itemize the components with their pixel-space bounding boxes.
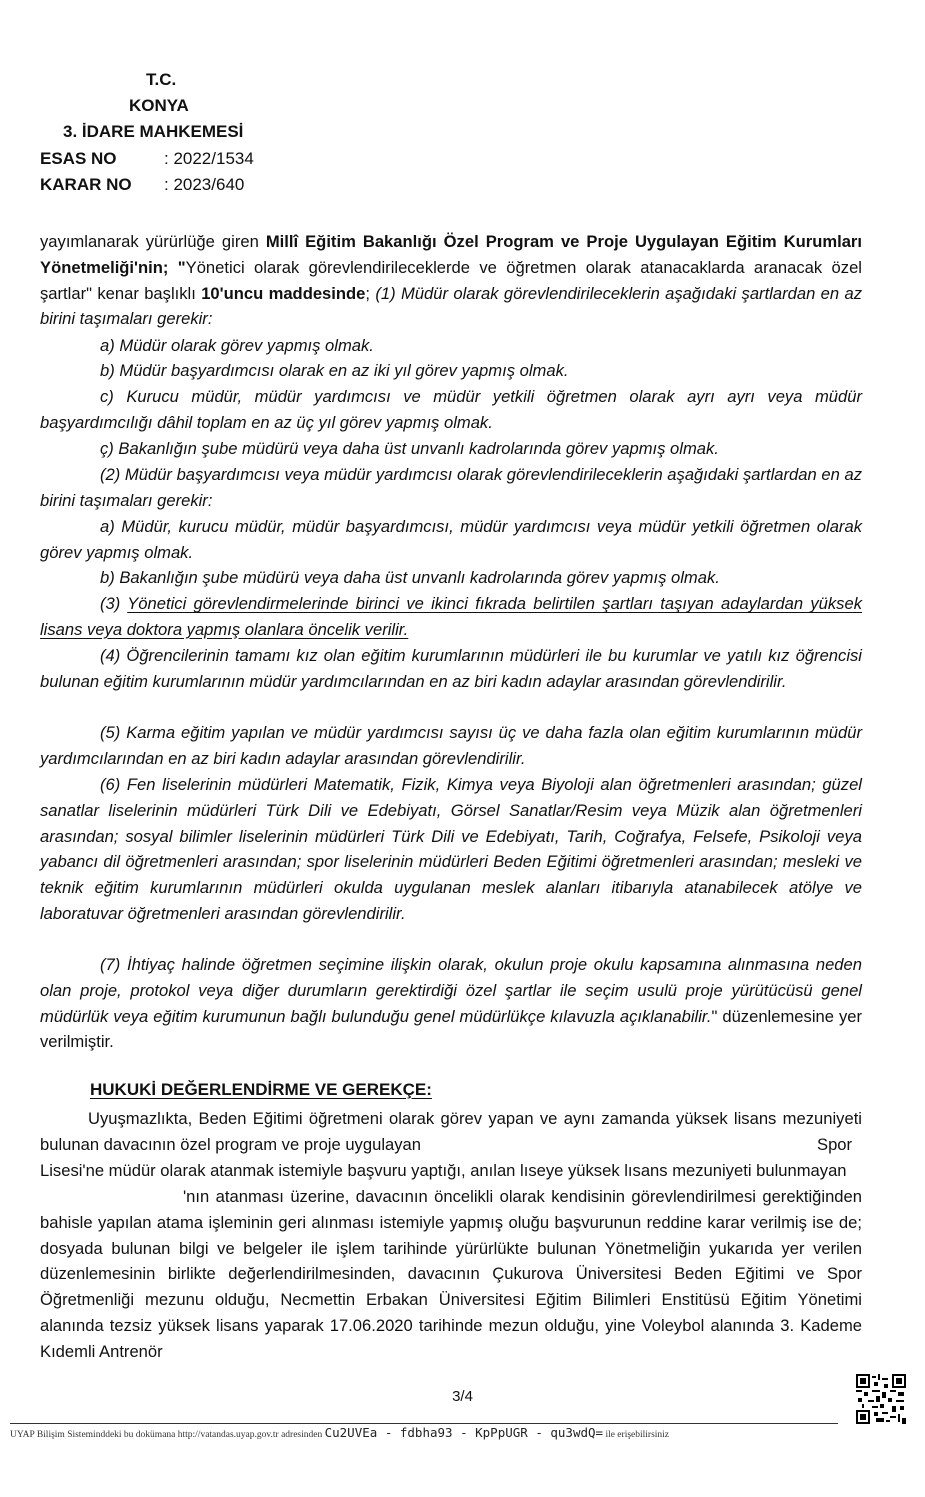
footer-divider: [10, 1423, 838, 1424]
karar-label: KARAR NO: [40, 175, 132, 194]
footer-text: UYAP Bilişim Sisteminddeki bu dokümana http://vatandas.uyap.gov.tr adresinden: [10, 1430, 323, 1440]
paragraph-3: (3) Yönetici görevlendirmelerinde birinci ve ikinci fıkrada belirtilen şartları taşıyan adaylardan yüksek lisans veya doktora yapmış olanlara öncelik verilir.: [40, 594, 862, 639]
paragraph-6: (6) Fen liselerinin müdürleri Matematik, Fizik, Kimya veya Biyoloji alan öğretmenleri arasından; güzel sanatlar liselerinin müdürleri Türk Dili ve Edebiyatı, Görsel Sanatlar/Resim veya Müzik alan öğretmenleri arasından; sosyal bilimler liselerinin müdürleri Türk Dili ve Edebiyatı, Tarih, Coğrafya, Felsefe, Psikoloji veya yabancı dil öğretmenleri arasından; spor liselerinin müdürleri Beden Eğitimi öğretmenleri arasından; mesleki ve teknik eğitim kurumlarının müdürleri okulda uygulanan meslek alanları itibarıyla atanabilecek atölye ve laboratuvar öğretmenleri arasından görevlendirilir.: [40, 775, 862, 923]
header-court: 3. İDARE MAHKEMESİ: [63, 122, 244, 141]
header-country: T.C.: [146, 70, 177, 89]
section-paragraph-4: 'nın atanması üzerine, davacının öncelikli olarak kendisinin görevlendirilmesi gerektiğinden bahisle yapılan atama işleminin geri alınması istemiyle yapmış oluğu başvurunun reddine karar verilmiş ise de; dosyada bulunan bilgi ve belgeler ile işlem tarihinde yürürlükte bulunan Yönetmeliğin yukarıda yer verilen düzenlemesinin birlikte değerlendirilmesinden, davacının Çukurova Üniversitesi Beden Eğitimi ve Spor Öğretmenliği mezunu olduğu, Necmettin Erbakan Üniversitesi Eğitim Bilimleri Enstitüsü Eğitim Yönetimi alanında tezsiz yüksek lisans yaparak 17.06.2020 tarihinde mezun olduğu, yine Voleybol alanında 3. Kademe Kıdemli Antrenör: [40, 1187, 862, 1361]
footer-suffix: ile erişebilirsiniz: [605, 1430, 670, 1440]
paragraph-2: (2) Müdür başyardımcısı veya müdür yardımcısı olarak görevlendirileceklerin aşağıdaki şartlardan en az birini taşımaları gerekir:: [40, 465, 862, 510]
page-number: 3/4: [452, 1388, 473, 1405]
verification-code: Cu2UVEa - fdbha93 - KpPpUGR - qu3wdQ=: [324, 1425, 604, 1440]
item-2a: a) Müdür, kurucu müdür, müdür başyardımcısı, müdür yardımcısı veya müdür yetkili öğretmen olarak görev yapmış olmak.: [40, 517, 862, 562]
paragraph-4: (4) Öğrencilerinin tamamı kız olan eğitim kurumlarının müdürleri ile bu kurumlar ve yatılı kız öğrencisi bulunan eğitim kurumlarının müdür yardımcılarından en az biri kadın adaylar arasından görevlendirilir.: [40, 646, 862, 691]
section-heading: HUKUKİ DEĞERLENDİRME VE GEREKÇE:: [90, 1080, 432, 1099]
qr-code-icon: [856, 1374, 906, 1424]
header-city: KONYA: [129, 96, 189, 115]
paragraph-7: (7) İhtiyaç halinde öğretmen seçimine ilişkin olarak, okulun proje okulu kapsamına alınmasına neden olan proje, protokol veya diğer durumların gerektirdiği özel şartlar ile seçim usulü proje yürütücüsü genel müdürlük veya eğitim kurumunun bağlı bulunduğu genel müdürlükçe kılavuzla açıklanabilir." düzenlemesine yer verilmiştir.: [40, 955, 862, 1052]
item-1c: c) Kurucu müdür, müdür yardımcısı ve müdür yetkili öğretmen olarak ayrı ayrı veya müdür başyardımcılığı dâhil toplam en az üç yıl görev yapmış olmak.: [40, 387, 862, 432]
intro-paragraph: yayımlanarak yürürlüğe giren Millî Eğitim Bakanlığı Özel Program ve Proje Uygulayan Eğitim Kurumları Yönetmeliği'nin; "Yönetici olarak görevlendirileceklerde ve öğretmen olarak atanacaklarda aranacak özel şartlar" kenar başlıklı 10'uncu maddesinde; (1) Müdür olarak görevlendirileceklerin aşağıdaki şartlardan en az birini taşımaları gerekir:: [40, 232, 862, 329]
section-paragraph-2: Spor: [817, 1135, 853, 1154]
item-1b: b) Müdür başyardımcısı olarak en az iki yıl görev yapmış olmak.: [100, 361, 569, 380]
footer: [10, 1425, 669, 1440]
item-1a: a) Müdür olarak görev yapmış olmak.: [100, 336, 374, 355]
item-2b: b) Bakanlığın şube müdürü veya daha üst unvanlı kadrolarında görev yapmış olmak.: [100, 568, 720, 587]
section-paragraph-1: Uyuşmazlıkta, Beden Eğitimi öğretmeni olarak görev yapan ve aynı zamanda yüksek lisans mezuniyeti bulunan davacının özel program ve proje uygulayan: [40, 1109, 862, 1154]
karar-value: : 2023/640: [164, 175, 245, 194]
esas-label: ESAS NO: [40, 149, 117, 168]
underlined-priority-text: Yönetici görevlendirmelerinde birinci ve ikinci fıkrada belirtilen şartları taşıyan adaylardan yüksek lisans veya doktora yapmış olanlara öncelik verilir.: [40, 594, 862, 639]
item-1d: ç) Bakanlığın şube müdürü veya daha üst unvanlı kadrolarında görev yapmış olmak.: [100, 439, 719, 458]
esas-value: : 2022/1534: [164, 149, 254, 168]
paragraph-5: (5) Karma eğitim yapılan ve müdür yardımcısı sayısı üç ve daha fazla olan eğitim kurumlarının müdür yardımcılarından en az biri kadın adaylar arasından görevlendirilir.: [40, 723, 862, 768]
section-paragraph-3: Lisesi'ne müdür olarak atanmak istemiyle başvuru yaptığı, anılan lıseye yüksek lısans mezuniyeti bulunmayan: [40, 1161, 847, 1180]
